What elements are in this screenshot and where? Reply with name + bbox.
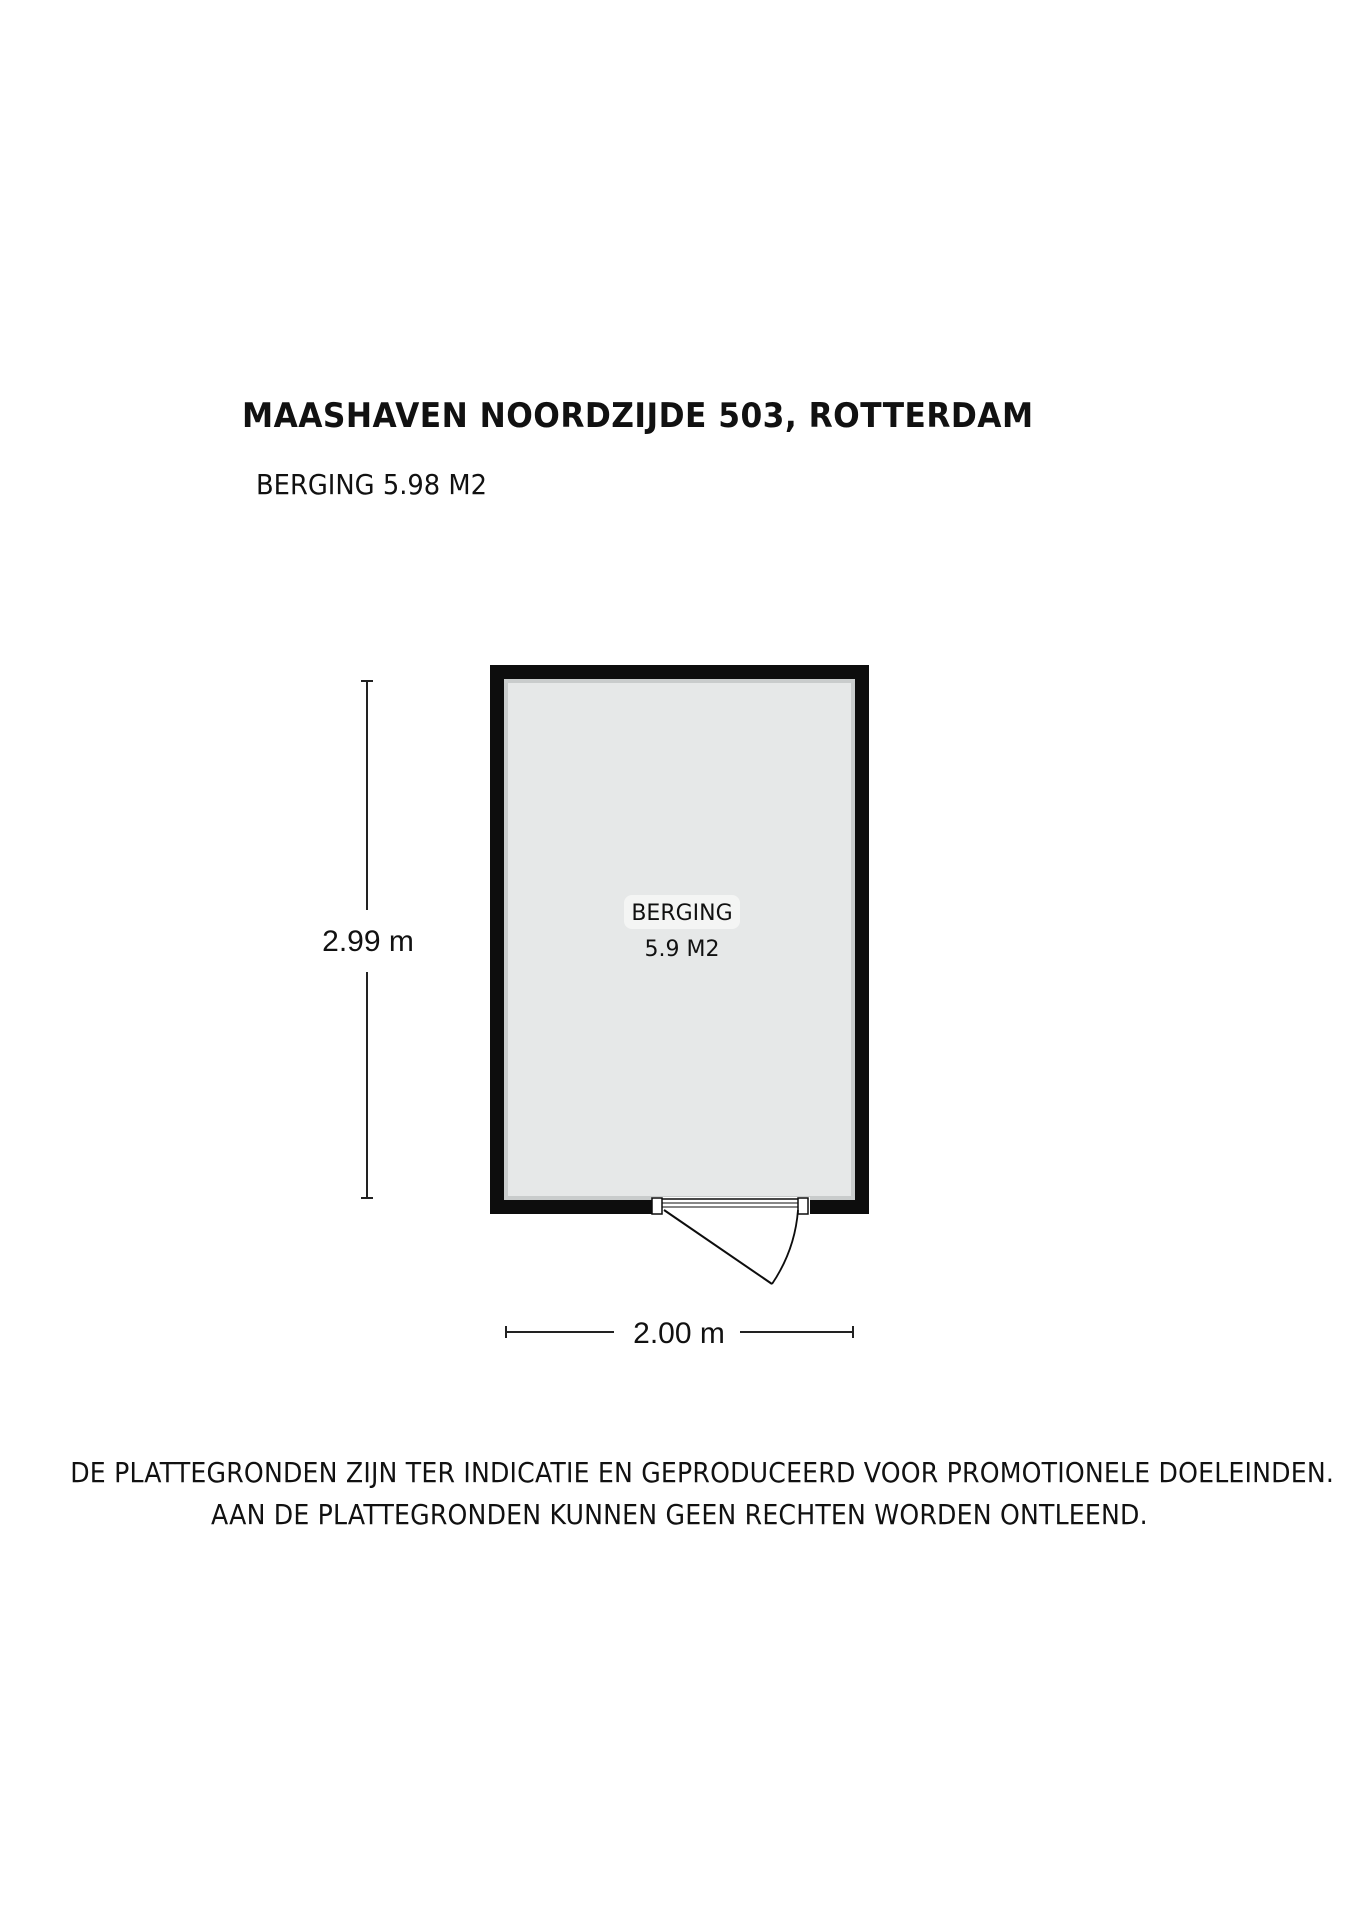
door-leaf (664, 1210, 772, 1284)
height-dimension-label: 2.99 m (322, 925, 414, 958)
width-dimension-label: 2.00 m (633, 1317, 725, 1350)
door-swing-arc (772, 1210, 798, 1284)
page-subtitle: BERGING 5.98 M2 (256, 468, 487, 501)
room-name: BERGING (631, 901, 733, 926)
door-jamb-right (798, 1198, 808, 1214)
room-area: 5.9 M2 (644, 937, 720, 962)
door-jamb-left (652, 1198, 662, 1214)
disclaimer-line-1: DE PLATTEGRONDEN ZIJN TER INDICATIE EN GEPRODUCEERD VOOR PROMOTIONELE DOELEINDEN. (70, 1456, 1335, 1489)
page-title: MAASHAVEN NOORDZIJDE 503, ROTTERDAM (242, 396, 1034, 436)
disclaimer (0, 1452, 1358, 1536)
disclaimer-line-2: AAN DE PLATTEGRONDEN KUNNEN GEEN RECHTEN WORDEN ONTLEEND. (210, 1498, 1148, 1531)
